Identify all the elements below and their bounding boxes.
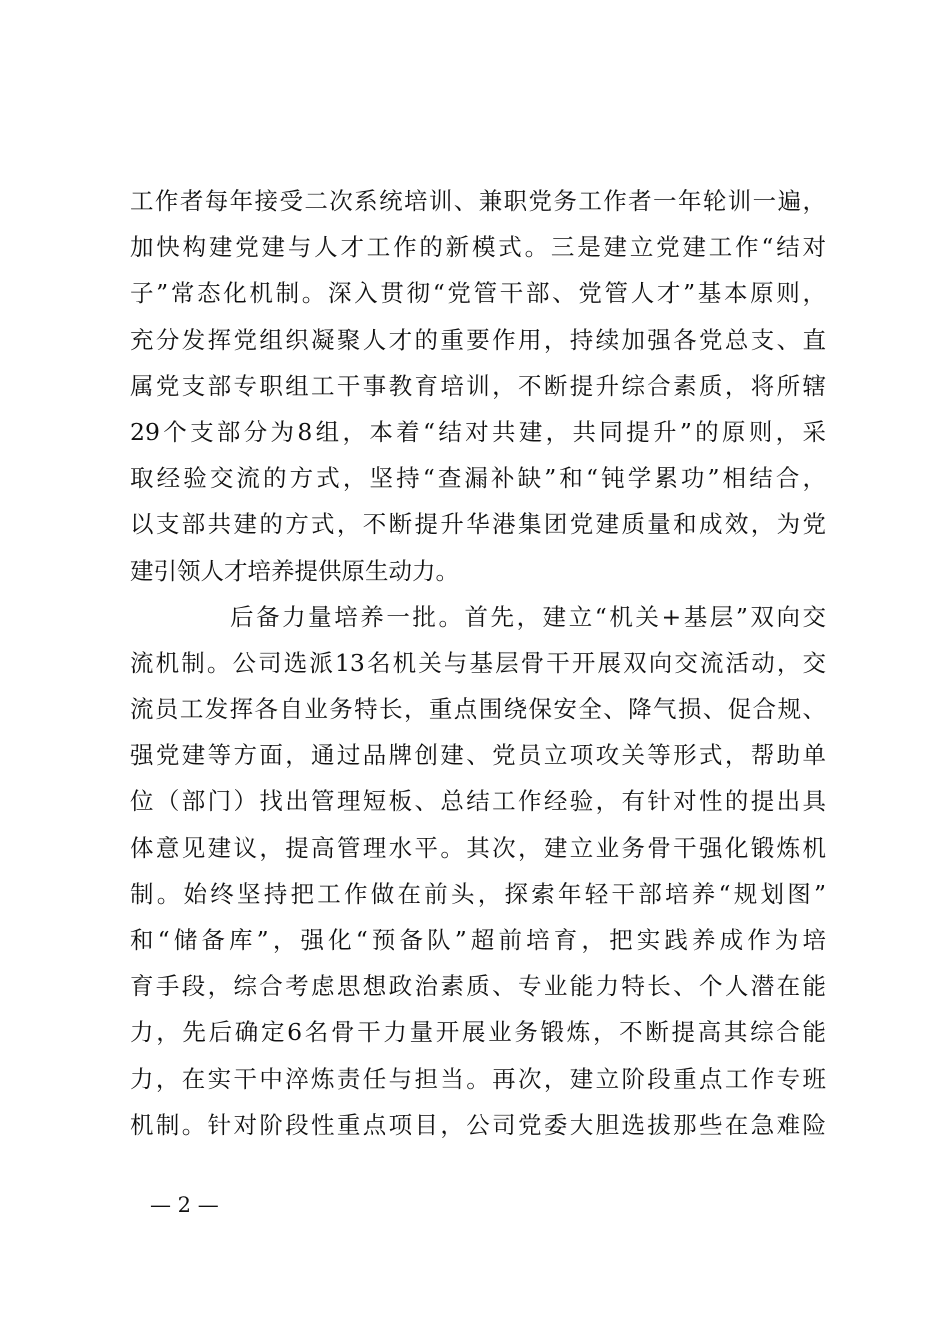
text-line: 制。始终坚持把工作做在前头，探索年轻干部培养“规划图”: [130, 879, 826, 908]
text-line: 位（部门）找出管理短板、总结工作经验，有针对性的提出具: [130, 787, 826, 816]
text-line: 充分发挥党组织凝聚人才的重要作用，持续加强各党总支、直: [130, 325, 826, 354]
text-line: 加快构建党建与人才工作的新模式。三是建立党建工作“结对: [130, 233, 826, 262]
text-line: 后备力量培养一批。首先，建立“机关+基层”双向交: [230, 602, 826, 631]
text-line: 力，在实干中淬炼责任与担当。再次，建立阶段重点工作专班: [130, 1064, 826, 1093]
text-line: 取经验交流的方式，坚持“查漏补缺”和“钝学累功”相结合，: [130, 464, 826, 493]
text-line: 强党建等方面，通过品牌创建、党员立项攻关等形式，帮助单: [130, 741, 826, 770]
text-line: 体意见建议，提高管理水平。其次，建立业务骨干强化锻炼机: [130, 833, 826, 862]
text-line: 属党支部专职组工干事教育培训，不断提升综合素质，将所辖: [130, 371, 826, 400]
text-line: 29个支部分为8组，本着“结对共建，共同提升”的原则，采: [130, 417, 826, 446]
paragraph-1: [130, 178, 826, 594]
paragraph-2: [130, 594, 826, 1148]
text-line: 力，先后确定6名骨干力量开展业务锻炼，不断提高其综合能: [130, 1018, 826, 1047]
text-line: 流员工发挥各自业务特长，重点围绕保安全、降气损、促合规、: [130, 695, 826, 724]
text-line: 和“储备库”，强化“预备队”超前培育，把实践养成作为培: [130, 926, 826, 954]
text-line: 以支部共建的方式，不断提升华港集团党建质量和成效，为党: [130, 510, 826, 539]
text-line: 子”常态化机制。深入贯彻“党管干部、党管人才”基本原则，: [130, 279, 826, 308]
text-line: 机制。针对阶段性重点项目，公司党委大胆选拔那些在急难险: [130, 1110, 826, 1139]
text-line: 流机制。公司选派13名机关与基层骨干开展双向交流活动，交: [130, 648, 826, 677]
text-line: 建引领人才培养提供原生动力。: [130, 556, 459, 585]
text-line: 工作者每年接受二次系统培训、兼职党务工作者一年轮训一遍，: [130, 187, 826, 215]
document-body: [130, 178, 826, 1148]
text-line: 育手段，综合考虑思想政治素质、专业能力特长、个人潜在能: [130, 972, 826, 1001]
page-number: — 2 —: [150, 1193, 219, 1217]
